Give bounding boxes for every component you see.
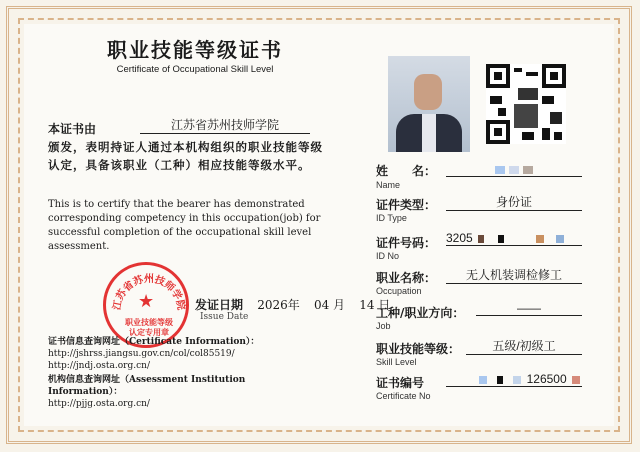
bearer-photo <box>388 56 470 152</box>
info2-label: 机构信息查询网址（Assessment Institution Information）： <box>48 375 246 397</box>
info2-url: http://pjjg.osta.org.cn/ <box>48 399 150 409</box>
occupation-value: 无人机装调检修工 <box>446 266 582 284</box>
issuer-label: 本证书由 <box>48 122 97 136</box>
occupation-label-en: Occupation <box>376 286 422 296</box>
skill-level-value: 五级/初级工 <box>466 337 582 355</box>
seal-bottom-text-1: 职业技能等级 <box>125 317 173 327</box>
id-no-value <box>446 231 582 246</box>
issue-date-month: 04 月 <box>313 298 346 312</box>
issue-date-year: 2026年 <box>257 298 300 312</box>
chinese-body-text: 颁发，表明持证人通过本机构组织的职业技能等级认定，具备该职业（工种）相应技能等级水平。 <box>48 140 323 172</box>
job-label-en: Job <box>376 321 391 331</box>
id-no-value-text: 3205 <box>446 231 473 245</box>
id-type-label: 证件类型： <box>376 198 437 212</box>
info1-url2: http://jndj.osta.org.cn/ <box>48 361 150 371</box>
seal-top-text: 江苏省苏州技师学院 <box>111 273 187 312</box>
skill-level-label-en: Skill Level <box>376 357 417 367</box>
qr-code-icon <box>486 64 566 144</box>
cert-no-label-en: Certificate No <box>376 391 431 401</box>
cert-no-value-text: 126500 <box>526 372 567 386</box>
id-no-label: 证件号码： <box>376 236 437 250</box>
name-value <box>446 162 582 177</box>
occupation-label: 职业名称： <box>376 271 437 285</box>
id-type-label-en: ID Type <box>376 213 407 223</box>
seal-bottom-text-2: 认定专用章 <box>129 327 169 337</box>
job-label: 工种/职业方向： <box>376 306 465 320</box>
issue-date-row <box>190 296 395 313</box>
job-value: —— <box>476 301 582 316</box>
seal-star-icon: ★ <box>138 291 155 312</box>
issue-date-en: Issue Date <box>200 312 249 322</box>
title-cn: 职业技能等级证书 <box>107 38 283 62</box>
issue-date-label: 发证日期 <box>195 298 244 312</box>
english-body-text: This is to certify that the bearer has demonstrated corresponding competency in this occupation(job) for successful completion of the occupational skill level assessment. <box>48 199 321 252</box>
cert-no-value <box>446 372 582 387</box>
name-label-en: Name <box>376 180 401 190</box>
issuer-value: 江苏省苏州技师学院 <box>140 116 310 134</box>
info1-label: 证书信息查询网址（Certificate Information）： <box>48 337 260 347</box>
blurred-face-icon <box>414 74 442 110</box>
verification-info <box>48 336 318 410</box>
id-no-label-en: ID No <box>376 251 400 261</box>
cert-no-label: 证书编号 <box>376 376 425 390</box>
title-en: Certificate of Occupational Skill Level <box>116 64 274 75</box>
issue-date-day: 14 日 <box>359 298 391 312</box>
info1-url1: http://jshrss.jiangsu.gov.cn/col/col85519/ <box>48 349 235 359</box>
qr-pattern-icon <box>486 64 566 144</box>
name-label: 姓 名： <box>376 164 437 178</box>
id-type-value: 身份证 <box>446 193 582 211</box>
skill-level-label: 职业技能等级： <box>376 342 461 356</box>
